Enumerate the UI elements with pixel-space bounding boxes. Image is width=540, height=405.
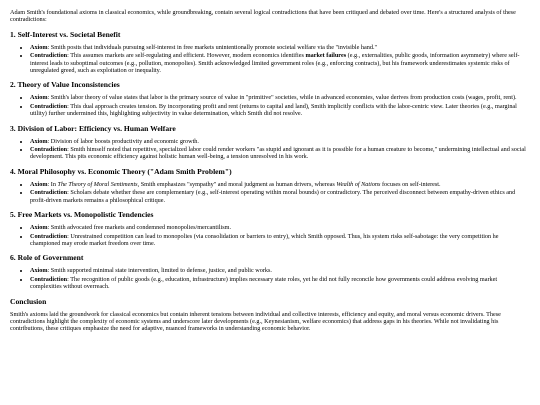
section-3-list: [10, 138, 530, 161]
section-1-axiom: [30, 44, 530, 51]
axiom-label: Axiom: [30, 94, 48, 102]
section-1-heading: 1. Self-Interest vs. Societal Benefit: [10, 29, 121, 39]
contradiction-text: : Unrestrained competition can lead to monopolies (via consolidation or barriers to entry), which Smith opposed. Thus, his system risks self-sabotage: the very competition he championed may erode market freedom over time.: [30, 232, 499, 247]
section-6-contradiction: [30, 276, 530, 291]
contradiction-label: Contradiction: [30, 275, 68, 283]
section-6-list: [10, 267, 530, 290]
section-6-heading: 6. Role of Government: [10, 253, 84, 263]
section-4-contradiction: [30, 189, 530, 204]
axiom-label: Axiom: [30, 267, 48, 275]
conclusion-heading: Conclusion: [10, 296, 47, 306]
contradiction-label: Contradiction: [30, 52, 68, 60]
section-4-list: [10, 181, 530, 204]
contradiction-text: : This dual approach creates tension. By incorporating profit and rent (returns to capital and land), Smith implicitly conflicts with the labor-centric view. Later theories (e.g., marginal utility) further undermined this, highlighting subjectivity in value determination, which Smith did not resolve.: [30, 102, 517, 118]
axiom-text-end: focuses on self-interest.: [380, 180, 441, 188]
section-2-heading: 2. Theory of Value Inconsistencies: [10, 80, 120, 90]
axiom-text: : Division of labor boosts productivity and economic growth.: [47, 137, 199, 145]
contradiction-label: Contradiction: [30, 189, 68, 197]
conclusion-paragraph: Smith's axioms laid the groundwork for classical economics but contain inherent tensions between individual and collective interests, efficiency and equity, and moral versus economic drivers. These contradictions highlight the complexity of economic systems and underscore later developments (e.g., Keynesianism, welfare economics) that address gaps in his theories. While not invalidating his contributions, these critiques emphasize the need for adaptive, nuanced frameworks in understanding economic behavior.: [10, 310, 501, 333]
axiom-label: Axiom: [30, 224, 48, 232]
axiom-text: : Smith's labor theory of value states that labor is the primary source of value in "primitive" societies, while in advanced economies, value derives from production costs (wages, profit, rent).: [47, 94, 517, 102]
section-5-heading: 5. Free Markets vs. Monopolistic Tendencies: [10, 210, 154, 220]
book-title-wealth-of-nations: Wealth of Nations: [336, 180, 381, 188]
contradiction-text: : This assumes markets are self-regulating and efficient. However, modern economics identifies: [67, 52, 306, 60]
book-title-moral-sentiments: The Theory of Moral Sentiments: [57, 180, 138, 188]
axiom-label: Axiom: [30, 43, 48, 51]
section-3-axiom: [30, 138, 530, 145]
axiom-label: Axiom: [30, 180, 48, 188]
axiom-text: : Smith posits that individuals pursuing self-interest in free markets unintentionally promote societal welfare via the "invisible hand.": [47, 43, 378, 51]
contradiction-text-cont: (e.g., externalities, public goods, information asymmetry) where self-interest leads to suboptimal outcomes (e.g., pollution, monopolies). Smith acknowledged limited government roles (e.g., enforcing contracts), but his framework underestimates systemic risks of unregulated greed, such as exploitation or inequality.: [30, 52, 520, 75]
contradiction-text: : The recognition of public goods (e.g., education, infrastructure) implies necessary state roles, yet he did not fully reconcile how governments could address evolving market complexities without overreach.: [30, 275, 498, 291]
contradiction-label: Contradiction: [30, 232, 68, 240]
section-2-list: [10, 94, 530, 117]
axiom-text-cont: , Smith emphasizes "sympathy" and moral judgment as human drivers, whereas: [137, 180, 337, 188]
section-1-list: [10, 44, 530, 75]
section-4-axiom: [30, 181, 530, 188]
section-2-axiom: [30, 94, 530, 101]
section-4-heading: 4. Moral Philosophy vs. Economic Theory ("Adam Smith Problem"): [10, 166, 232, 176]
axiom-text: : Smith supported minimal state intervention, limited to defense, justice, and public works.: [47, 267, 272, 275]
axiom-text: : Smith advocated free markets and condemned monopolies/mercantilism.: [47, 224, 232, 232]
section-3-contradiction: [30, 146, 530, 161]
section-5-axiom: [30, 224, 530, 231]
section-3-heading: 3. Division of Labor: Efficiency vs. Human Welfare: [10, 123, 176, 133]
section-1-contradiction: [30, 52, 530, 74]
axiom-text: : In: [47, 180, 58, 188]
contradiction-text: : Scholars debate whether these are complementary (e.g., self-interest operating within moral bounds) or contradictory. The perceived disconnect between empathy-driven ethics and profit-driven markets remains a philosophical critique.: [30, 189, 516, 204]
intro-paragraph: Adam Smith's foundational axioms in classical economics, while groundbreaking, contain several logical contradictions that have been critiqued and debated over time. Here's a structured analysis of these contradictions:: [10, 9, 516, 24]
axiom-label: Axiom: [30, 137, 48, 145]
section-5-list: [10, 224, 530, 247]
contradiction-emphasis: market failures: [305, 52, 347, 60]
contradiction-text: : Smith himself noted that repetitive, specialized labor could render workers "as stupid and ignorant as it is possible for a human creature to become," undermining intellectual and social development. This pits economic efficiency against holistic human well-being, a tension unresolved in his work.: [30, 146, 526, 161]
contradiction-label: Contradiction: [30, 146, 68, 154]
section-6-axiom: [30, 267, 530, 274]
section-2-contradiction: [30, 103, 530, 118]
section-5-contradiction: [30, 233, 530, 248]
contradiction-label: Contradiction: [30, 102, 68, 110]
